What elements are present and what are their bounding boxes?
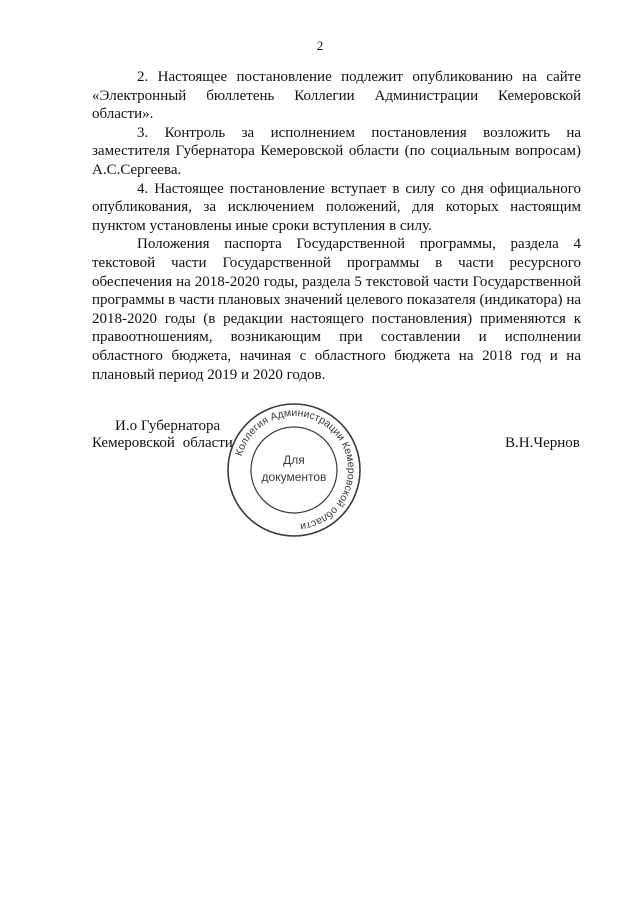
document-body [92, 68, 581, 384]
page-number: 2 [316, 38, 324, 53]
stamp-ring-text: Коллегия Администрации Кемеровской области [233, 406, 358, 533]
paragraph-publication: 2. Настоящее постановление подлежит опубликованию на сайте «Электронный бюллетень Коллегии Администрации Кемеровской области». [92, 69, 581, 123]
paragraph-control: 3. Контроль за исполнением постановления возложить на заместителя Губернатора Кемеровской области (по социальным вопросам) А.С.Сергеева. [92, 124, 581, 178]
signatory-title-line2: Кемеровской области [92, 435, 233, 451]
paragraph-provisions: Положения паспорта Государственной программы, раздела 4 текстовой части Государственной программы в части ресурсного обеспечения на 2018-2020 годы, раздела 5 текстовой части Государственной программы в части плановых значений целевого показателя (индикатора) на 2018-2020 годы (в редакции настоящего постановления) применяются к правоотношениям, возникающим при составлении и исполнении областного бюджета, начиная с областного бюджета на 2018 год и на плановый период 2019 и 2020 годов. [92, 236, 581, 383]
official-seal-stamp [226, 402, 362, 538]
signatory-title-line1: И.о Губернатора [115, 418, 221, 434]
paragraph-effective-date: 4. Настоящее постановление вступает в силу со дня официального опубликования, за исключением положений, для которых настоящим пунктом установлены иные сроки вступления в силу. [92, 180, 581, 234]
signatory-name: В.Н.Чернов [505, 435, 580, 451]
stamp-center-line1: Для [283, 453, 305, 467]
stamp-center-line2: документов [261, 470, 327, 484]
